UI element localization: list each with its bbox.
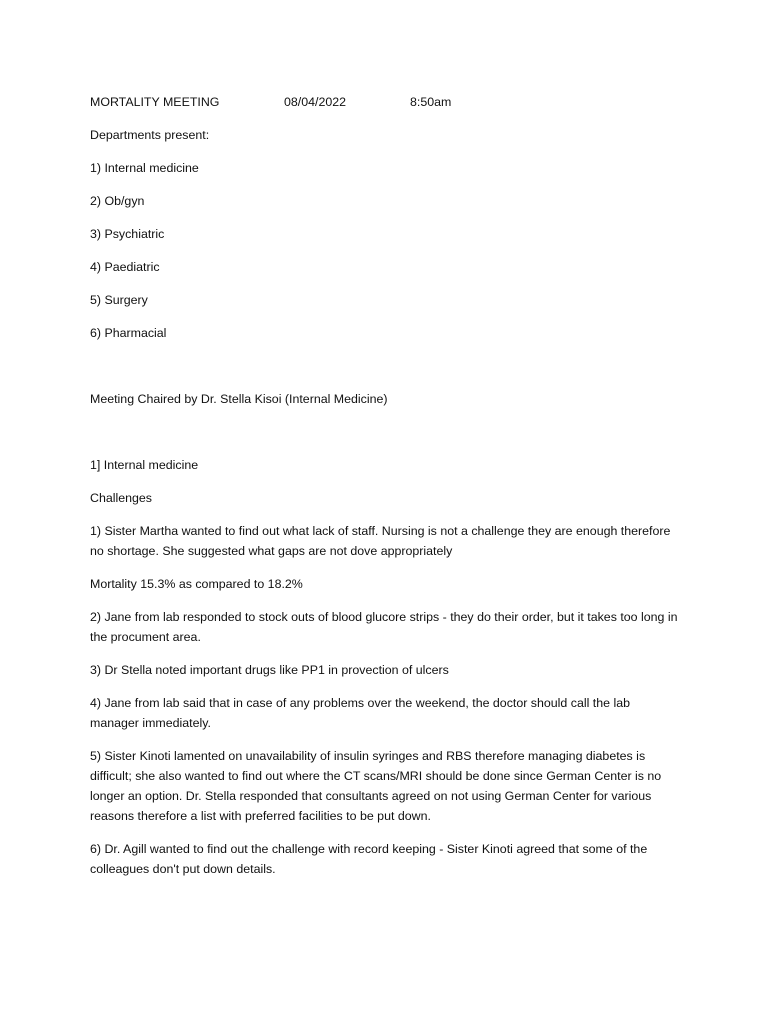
meeting-chair: Meeting Chaired by Dr. Stella Kisoi (Internal Medicine) bbox=[90, 392, 388, 406]
department-item: 5) Surgery bbox=[90, 293, 148, 307]
minutes-paragraph: 3) Dr Stella noted important drugs like PP1 in provection of ulcers bbox=[90, 663, 449, 677]
minutes-paragraph: 2) Jane from lab responded to stock outs of blood glucore strips - they do their order, but it takes too long in the procument area. bbox=[90, 610, 678, 644]
minutes-paragraph: 5) Sister Kinoti lamented on unavailability of insulin syringes and RBS therefore managing diabetes is difficult; she also wanted to find out where the CT scans/MRI should be done since German Center is no longer an option. Dr. Stella responded that consultants agreed on not using German Center for various reasons therefore a list with preferred facilities to be put down. bbox=[90, 749, 662, 823]
spacer bbox=[90, 356, 680, 389]
minutes-paragraph: 4) Jane from lab said that in case of any problems over the weekend, the doctor should call the lab manager immediately. bbox=[90, 696, 630, 730]
meeting-date: 08/04/2022 bbox=[284, 95, 347, 109]
department-item: 6) Pharmacial bbox=[90, 326, 167, 340]
departments-heading: Departments present: bbox=[90, 128, 210, 142]
meeting-header bbox=[90, 92, 680, 112]
section-subheading: Challenges bbox=[90, 491, 152, 505]
spacer bbox=[90, 422, 680, 455]
minutes-paragraph: 6) Dr. Agill wanted to find out the challenge with record keeping - Sister Kinoti agreed that some of the colleagues don't put down details. bbox=[90, 842, 648, 876]
department-item: 2) Ob/gyn bbox=[90, 194, 145, 208]
minutes-paragraph: 1) Sister Martha wanted to find out what lack of staff. Nursing is not a challenge they are enough therefore no shortage. She suggested what gaps are not dove appropriately bbox=[90, 524, 671, 558]
document-page bbox=[90, 92, 680, 892]
department-item: 3) Psychiatric bbox=[90, 227, 165, 241]
section-heading: 1] Internal medicine bbox=[90, 458, 199, 472]
department-item: 4) Paediatric bbox=[90, 260, 160, 274]
meeting-title: MORTALITY MEETING bbox=[90, 95, 220, 109]
mortality-stat: Mortality 15.3% as compared to 18.2% bbox=[90, 577, 303, 591]
department-item: 1) Internal medicine bbox=[90, 161, 199, 175]
meeting-time: 8:50am bbox=[410, 95, 452, 109]
